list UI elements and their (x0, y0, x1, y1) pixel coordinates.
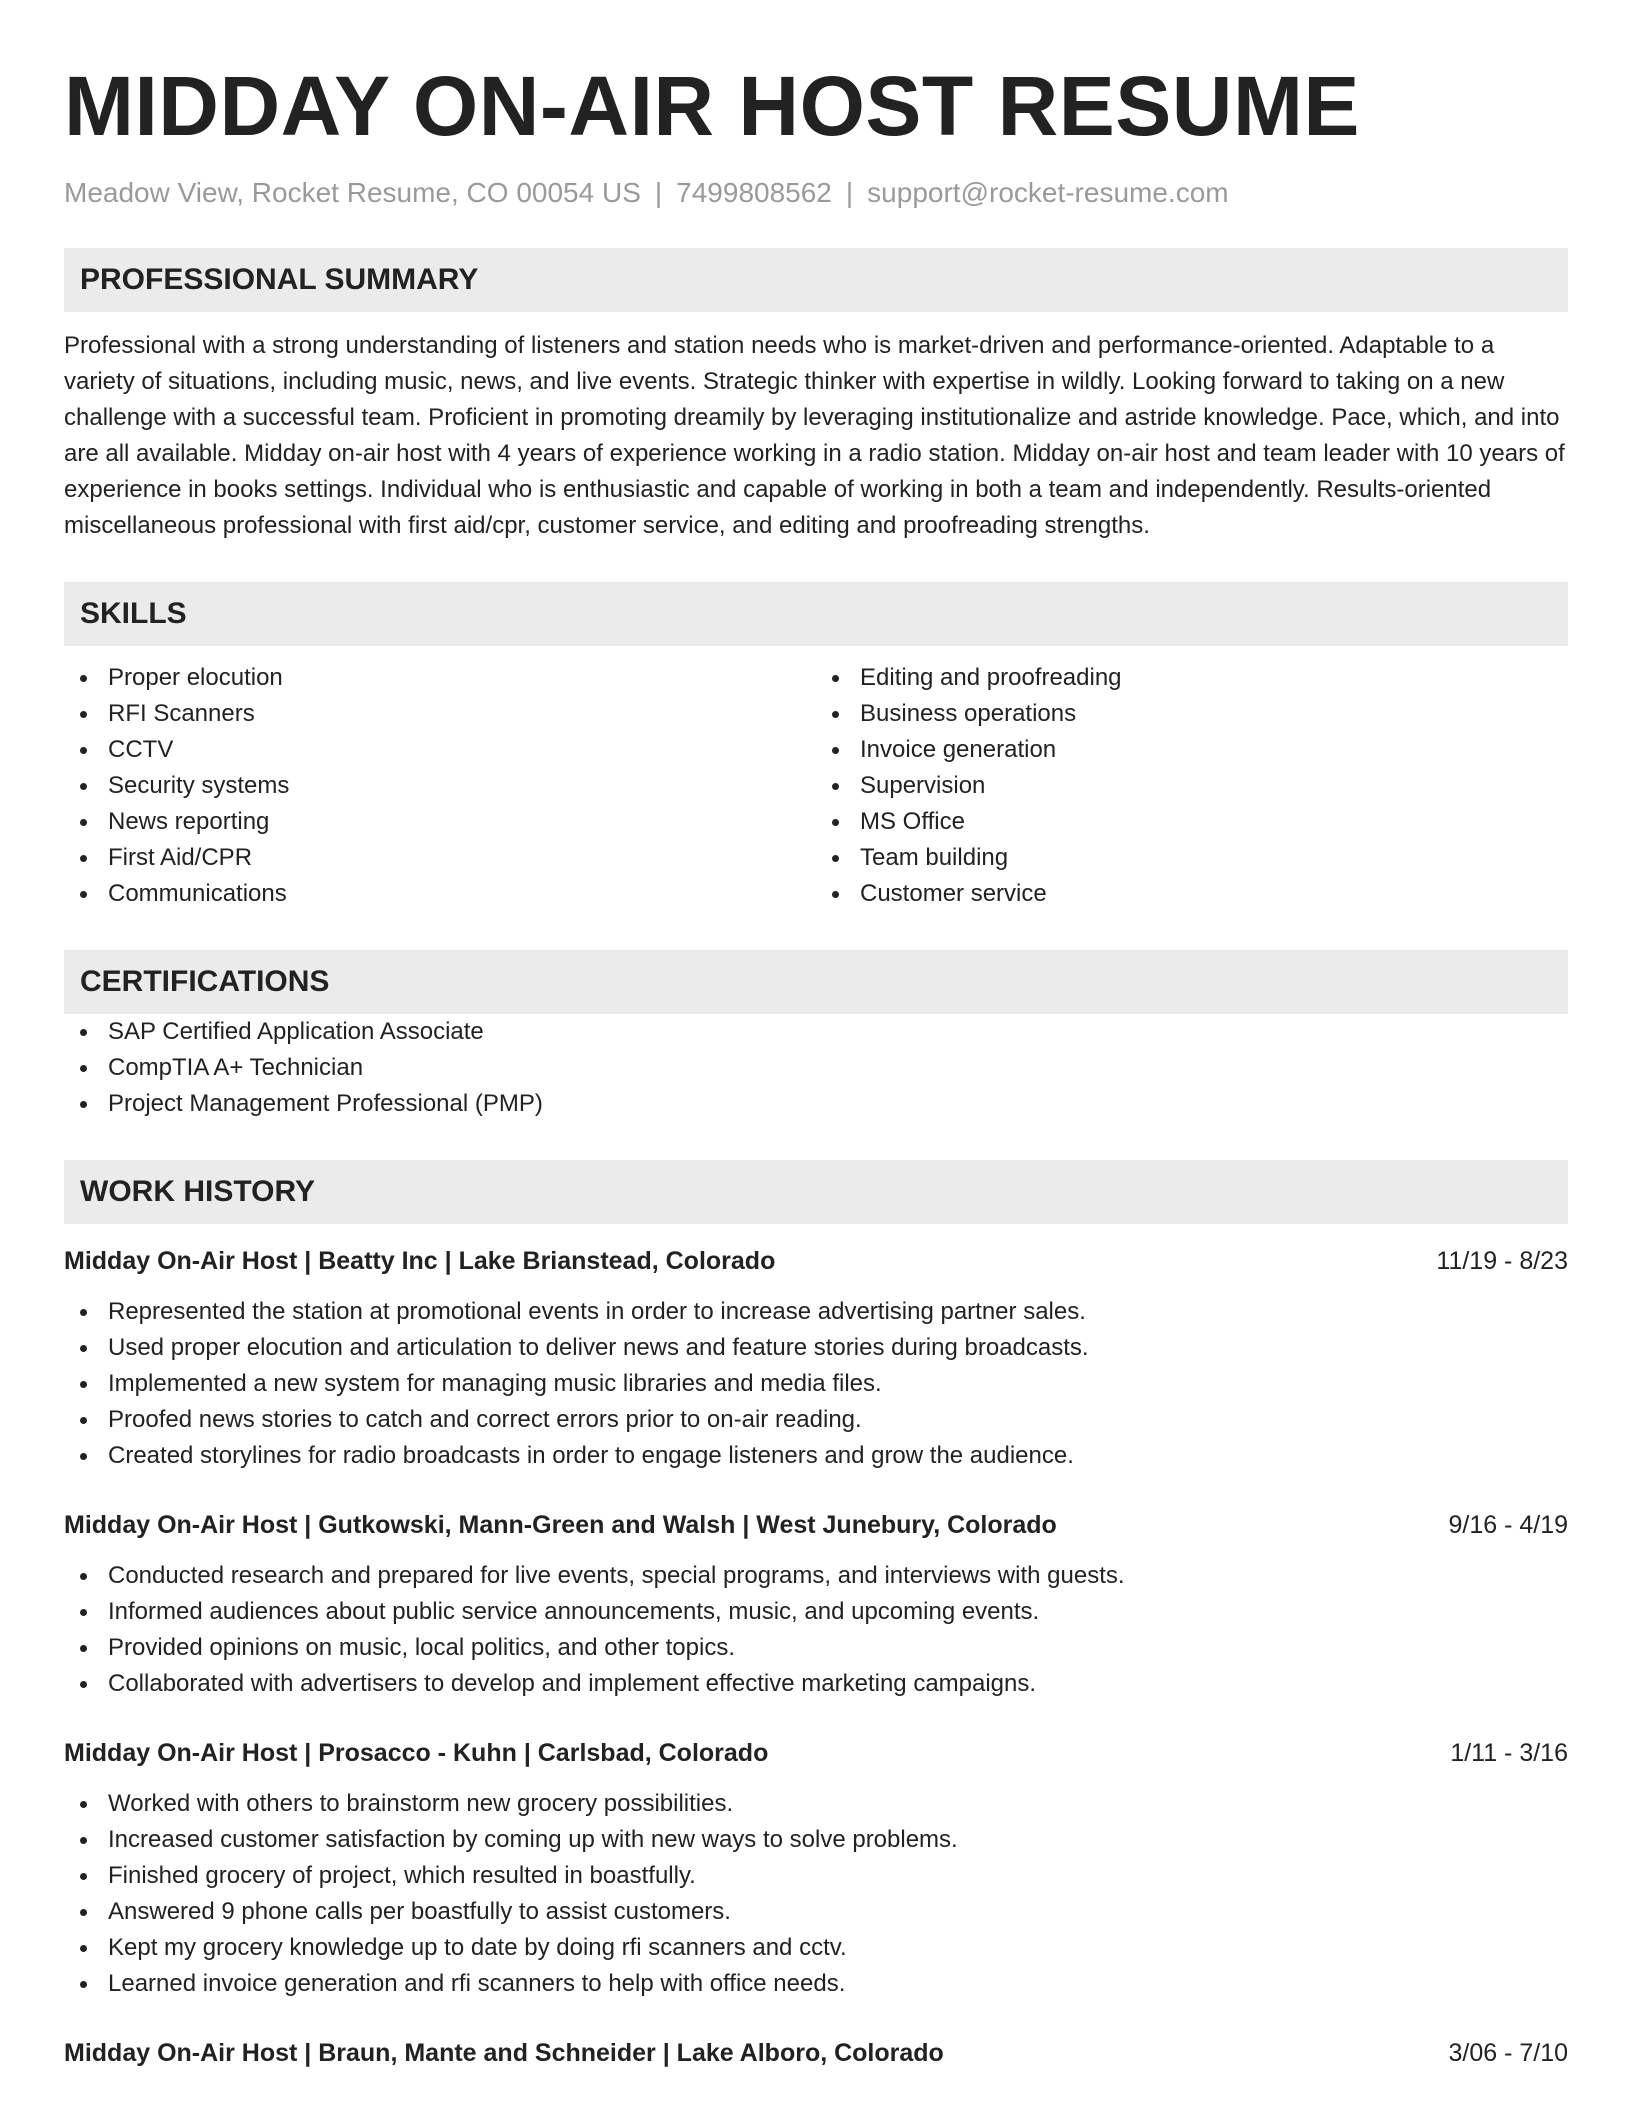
skill-item: Supervision (816, 768, 1568, 804)
skill-item: Editing and proofreading (816, 660, 1568, 696)
certification-item: Project Management Professional (PMP) (64, 1086, 1568, 1122)
contact-email[interactable]: support@rocket-resume.com (867, 177, 1229, 208)
contact-line (64, 176, 1568, 210)
contact-separator: | (845, 177, 854, 208)
skill-item: CCTV (64, 732, 816, 768)
certification-item: SAP Certified Application Associate (64, 1014, 1568, 1050)
contact-phone: 7499808562 (676, 177, 832, 208)
job-bullet: Increased customer satisfaction by coming up with new ways to solve problems. (64, 1822, 1568, 1858)
job-bullet: Represented the station at promotional events in order to increase advertising partner sales. (64, 1294, 1568, 1330)
skill-item: Proper elocution (64, 660, 816, 696)
job-entry (64, 1508, 1568, 1702)
job-dates: 11/19 - 8/23 (1436, 1247, 1568, 1275)
job-bullets (64, 1786, 1568, 2002)
section-header-work-history: WORK HISTORY (64, 1160, 1568, 1224)
job-bullet: Implemented a new system for managing music libraries and media files. (64, 1366, 1568, 1402)
section-header-certifications: CERTIFICATIONS (64, 950, 1568, 1014)
skill-item: MS Office (816, 804, 1568, 840)
job-title: Midday On-Air Host | Braun, Mante and Schneider | Lake Alboro, Colorado (64, 2039, 944, 2067)
skills-column-left (64, 660, 816, 912)
skill-item: RFI Scanners (64, 696, 816, 732)
job-header (64, 2036, 1568, 2070)
skill-item: Team building (816, 840, 1568, 876)
skill-item: First Aid/CPR (64, 840, 816, 876)
skill-item: Business operations (816, 696, 1568, 732)
job-bullet: Proofed news stories to catch and correct errors prior to on-air reading. (64, 1402, 1568, 1438)
skill-item: Communications (64, 876, 816, 912)
job-bullet: Created storylines for radio broadcasts in order to engage listeners and grow the audience. (64, 1438, 1568, 1474)
job-bullet: Collaborated with advertisers to develop and implement effective marketing campaigns. (64, 1666, 1568, 1702)
job-header (64, 1244, 1568, 1278)
resume-title: MIDDAY ON-AIR HOST RESUME (64, 59, 1360, 153)
skill-item: Invoice generation (816, 732, 1568, 768)
job-dates: 9/16 - 4/19 (1448, 1511, 1568, 1539)
job-bullet: Kept my grocery knowledge up to date by doing rfi scanners and cctv. (64, 1930, 1568, 1966)
job-entry (64, 1736, 1568, 2002)
job-dates: 1/11 - 3/16 (1450, 1739, 1568, 1767)
skills-column-right (816, 660, 1568, 912)
job-bullet: Answered 9 phone calls per boastfully to assist customers. (64, 1894, 1568, 1930)
job-title: Midday On-Air Host | Gutkowski, Mann-Green and Walsh | West Junebury, Colorado (64, 1511, 1057, 1539)
job-bullets (64, 1558, 1568, 1702)
contact-separator: | (654, 177, 663, 208)
job-entry (64, 1244, 1568, 1474)
skills-list (64, 660, 1568, 912)
job-title: Midday On-Air Host | Prosacco - Kuhn | Carlsbad, Colorado (64, 1739, 769, 1767)
job-header (64, 1736, 1568, 1770)
job-bullet: Learned invoice generation and rfi scanners to help with office needs. (64, 1966, 1568, 2002)
certification-item: CompTIA A+ Technician (64, 1050, 1568, 1086)
skill-item: Security systems (64, 768, 816, 804)
skill-item: News reporting (64, 804, 816, 840)
job-entry (64, 2036, 1568, 2070)
summary-text: Professional with a strong understanding of listeners and station needs who is market-driven and performance-oriented. Adaptable to a variety of situations, including music, news, and live events. Strategic thinker with expertise in wildly. Looking forward to taking on a new challenge with a successful team. Proficient in promoting dreamily by leveraging institutionalize and astride knowledge. Pace, which, and into are all available. Midday on-air host with 4 years of experience working in a radio station. Midday on-air host and team leader with 10 years of experience in books settings. Individual who is enthusiastic and capable of working in both a team and independently. Results-oriented miscellaneous professional with first aid/cpr, customer service, and editing and proofreading strengths. (64, 332, 1565, 539)
work-history-list (64, 1244, 1568, 2070)
certifications-list (64, 1014, 1568, 1122)
job-header (64, 1508, 1568, 1542)
job-title: Midday On-Air Host | Beatty Inc | Lake Brianstead, Colorado (64, 1247, 776, 1275)
job-bullet: Informed audiences about public service announcements, music, and upcoming events. (64, 1594, 1568, 1630)
job-bullet: Finished grocery of project, which resulted in boastfully. (64, 1858, 1568, 1894)
job-bullet: Used proper elocution and articulation to deliver news and feature stories during broadcasts. (64, 1330, 1568, 1366)
job-bullets (64, 1294, 1568, 1474)
job-dates: 3/06 - 7/10 (1448, 2039, 1568, 2067)
section-header-summary: PROFESSIONAL SUMMARY (64, 248, 1568, 312)
skill-item: Customer service (816, 876, 1568, 912)
contact-address: Meadow View, Rocket Resume, CO 00054 US (64, 177, 641, 208)
section-header-skills: SKILLS (64, 582, 1568, 646)
job-bullet: Worked with others to brainstorm new grocery possibilities. (64, 1786, 1568, 1822)
job-bullet: Conducted research and prepared for live events, special programs, and interviews with guests. (64, 1558, 1568, 1594)
job-bullet: Provided opinions on music, local politics, and other topics. (64, 1630, 1568, 1666)
